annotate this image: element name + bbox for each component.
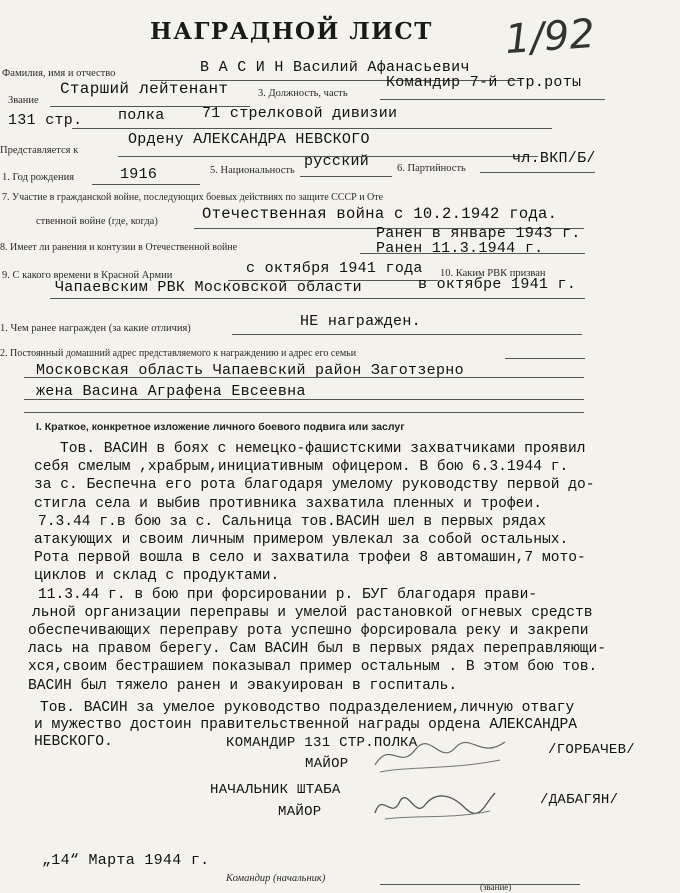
narrative-line: за с. Беспечна его рота благодаря умелому руководству первой до- <box>34 477 595 494</box>
chief-rank: МАЙОР <box>278 804 322 820</box>
narrative-line: атакующих и своим личным примером увлекал за собой остальных. <box>34 532 569 549</box>
field-rank-label: Звание <box>8 95 39 106</box>
conclusion-line: и мужество достоин правительственной награды ордена АЛЕКСАНДРА <box>34 717 577 733</box>
field-war-label-b: ственной войне (где, когда) <box>36 216 158 227</box>
document-title: НАГРАДНОЙ ЛИСТ <box>150 18 433 45</box>
field-party-value: чл.ВКП/Б/ <box>512 150 596 167</box>
field-awards-label: 1. Чем ранее награжден (за какие отличия) <box>0 323 191 334</box>
narrative-line: лась на правом берегу. Сам ВАСИН был в первых рядах переправляющи- <box>28 641 607 658</box>
commander-signature <box>370 730 510 780</box>
commander-rank: МАЙОР <box>305 756 349 772</box>
field-wounds-label: 8. Имеет ли ранения и контузии в Отечественной войне <box>0 242 238 253</box>
field-rank-value: Старший лейтенант <box>60 80 229 98</box>
field-position-label: 3. Должность, часть <box>258 88 348 99</box>
field-award-label: Представляется к <box>0 145 79 156</box>
narrative-line: Рота первой вошла в село и захватила трофеи 8 автомашин,7 мото- <box>34 550 586 567</box>
field-rvk-label: 10. Каким РВК призван <box>440 268 546 279</box>
document-date: „14“ Марта 1944 г. <box>42 852 210 869</box>
narrative-body <box>28 440 607 695</box>
conclusion-line: НЕВСКОГО. <box>34 734 113 750</box>
narrative-line: хся,своим бестрашием показывал пример остальным . В этом бою тов. <box>28 659 598 676</box>
conclusion-line: Тов. ВАСИН за умелое руководство подразделением,личную отвагу <box>40 700 575 716</box>
field-name-label: Фамилия, имя и отчество <box>2 68 116 79</box>
field-party-label: 6. Партийность <box>397 163 466 174</box>
field-war-value: Отечественная война с 10.2.1942 года. <box>202 205 558 223</box>
narrative-line: обеспечивающих переправу рота успешно форсировала реку и закрепи <box>28 623 589 640</box>
field-nationality-value: русский <box>304 153 370 170</box>
field-war-label-a: 7. Участие в гражданской войне, последующих боевых действиях по защите СССР и Оте <box>2 192 384 203</box>
field-address-value-a: Московская область Чапаевский район Заготзерно <box>36 362 464 379</box>
commander-title: КОМАНДИР 131 СТР.ПОЛКА <box>226 735 418 751</box>
narrative-line: 7.3.44 г.в бою за с. Сальница тов.ВАСИН шел в первых рядах <box>38 513 546 530</box>
field-rvk-date: в октябре 1941 г. <box>418 276 577 293</box>
chief-title: НАЧАЛЬНИК ШТАБА <box>210 782 341 798</box>
narrative-line: льной организации переправы и умелой растановкой огневых средств <box>32 604 593 621</box>
field-army-since-value: с октября 1941 года <box>246 260 423 277</box>
narrative-line: 11.3.44 г. в бою при форсировании р. БУГ благодаря прави- <box>38 586 538 603</box>
field-wounds-value-a: Ранен в январе 1943 г. <box>376 225 581 242</box>
field-birth-value: 1916 <box>120 166 158 183</box>
field-address-label: 2. Постоянный домашний адрес представляемого к награждению и адрес его семьи <box>0 348 357 359</box>
field-nationality-label: 5. Национальность <box>210 165 295 176</box>
chief-name: /ДАБАГЯН/ <box>540 792 619 808</box>
field-army-since-label: 9. С какого времени в Красной Армии <box>2 270 173 281</box>
field-address-value-b: жена Васина Аграфена Евсеевна <box>36 383 306 400</box>
narrative-line: ВАСИН был тяжело ранен и эвакуирован в госпиталь. <box>28 677 458 694</box>
narrative-line: себя смелым ,храбрым,инициативным офицером. В бою 6.3.1944 г. <box>34 459 569 476</box>
handwritten-number: 1/92 <box>503 10 597 64</box>
field-position-value: Командир 7-й стр.роты <box>386 74 582 91</box>
narrative-line: стигла села и выбив противника захватила пленных и трофеи. <box>34 495 542 512</box>
field-regiment-word: полка <box>118 107 165 124</box>
field-rvk-value: Чапаевским РВК Московской области <box>55 279 362 296</box>
commander-name: /ГОРБАЧЕВ/ <box>548 742 636 758</box>
chief-signature <box>370 783 500 828</box>
section-heading: I. Краткое, конкретное изложение личного боевого подвига или заслуг <box>36 421 405 433</box>
footer-rank-label: (звание) <box>480 882 512 892</box>
field-award-value: Ордену АЛЕКСАНДРА НЕВСКОГО <box>128 131 370 148</box>
field-name-value: В А С И Н Василий Афанасьевич <box>200 59 470 76</box>
field-regiment-value: 131 стр. <box>8 112 83 129</box>
narrative-line: циклов и склад с продуктами. <box>34 568 280 585</box>
field-birth-label: 1. Год рождения <box>2 172 75 183</box>
field-awards-value: НЕ награжден. <box>300 313 421 330</box>
field-division-value: 71 стрелковой дивизии <box>202 105 398 122</box>
field-wounds-value-b: Ранен 11.3.1944 г. <box>376 240 544 257</box>
narrative-line: Тов. ВАСИН в боях с немецко-фашистскими захватчиками проявил <box>60 441 586 457</box>
footer-commander-label: Командир (начальник) <box>226 873 326 884</box>
